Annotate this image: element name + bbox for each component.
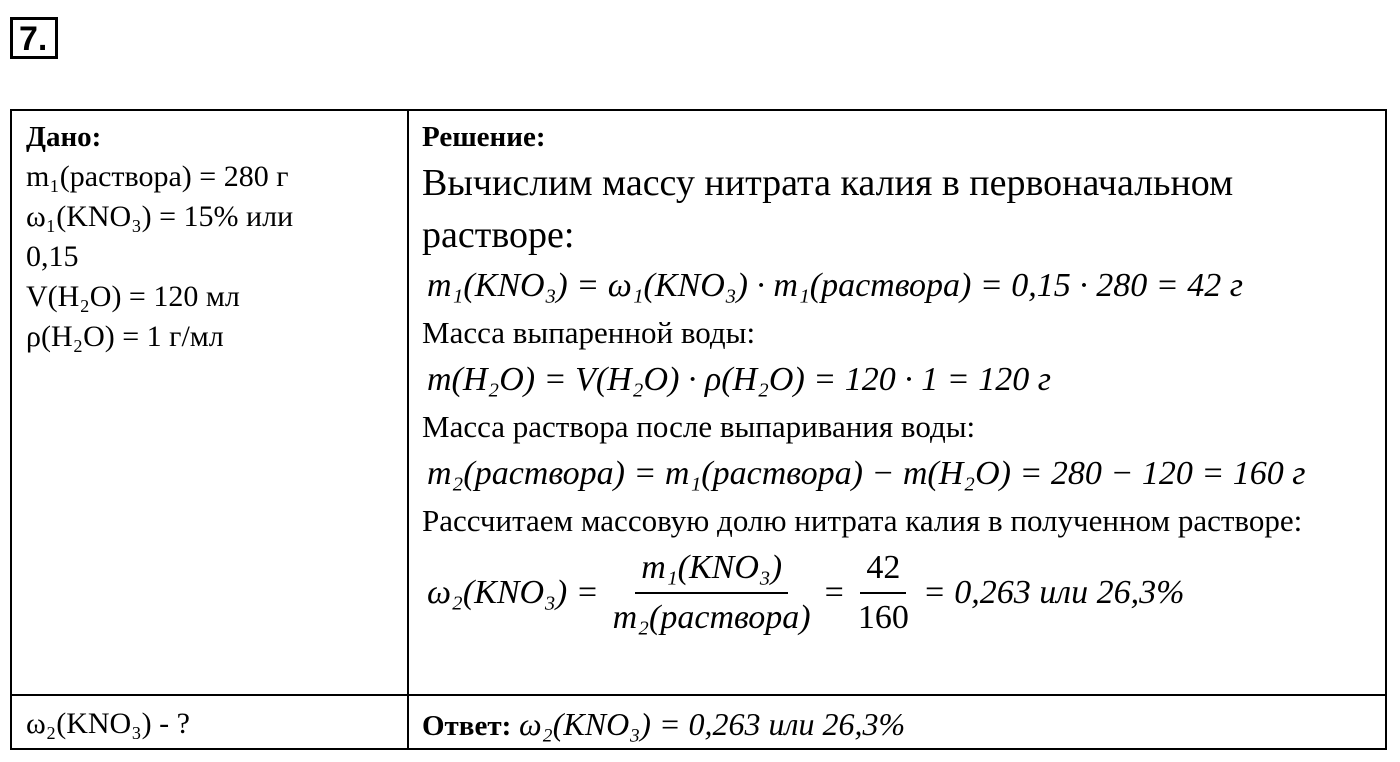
given-line: m₁(раствора) = 280 г — [26, 160, 289, 193]
find-text: ω₂(KNO₃) - ? — [26, 707, 190, 740]
fraction-denominator: m₂(раствора) — [612, 599, 811, 636]
formula-lhs: ω₂(KNO₃) = — [427, 574, 599, 611]
given-header: Дано: — [26, 121, 102, 153]
solution-cell — [408, 110, 1386, 695]
fraction-numerator: m₁(KNO₃) — [635, 546, 788, 594]
given-line: V(H₂O) = 120 мл — [26, 280, 240, 313]
fraction-formula: ω₂(KNO₃) = $\frac{\text{m₁(KNO₃)}}{\text{m₂(раствора)}}$ = $\frac{42}{160}$ = 0,263 или 26,3% — [422, 543, 1385, 643]
fraction — [852, 546, 915, 640]
answer-formula: ω₂(KNO₃) = 0,263 или 26,3% — [519, 706, 906, 742]
step-text: Рассчитаем массовую долю нитрата калия в полученном растворе: — [422, 503, 1303, 538]
formula-result: = 0,263 или 26,3% — [922, 574, 1185, 611]
step-text: Масса раствора после выпаривания воды: — [422, 409, 976, 444]
given-line: ρ(H₂O) = 1 г/мл — [26, 320, 224, 353]
formula: m(H₂O) = V(H₂O) · ρ(H₂O) = 120 · 1 = 120 г — [427, 361, 1051, 398]
task-number: 7. — [10, 17, 58, 59]
formula: m₁(KNO₃) = ω₁(KNO₃) · m₁(раствора) = 0,15 · 280 = 42 г — [427, 267, 1244, 304]
fraction-denominator: 160 — [857, 599, 909, 636]
step-text: Вычислим массу нитрата калия в первоначальном растворе: — [422, 162, 1234, 256]
find-cell — [11, 695, 408, 749]
solution-header: Решение: — [422, 121, 546, 153]
answer-cell — [408, 695, 1386, 749]
given-line: ω₁(KNO₃) = 15% или — [26, 200, 294, 233]
fraction — [607, 546, 817, 640]
given-line: 0,15 — [26, 240, 79, 273]
given-cell — [11, 110, 408, 695]
step-text: Масса выпаренной воды: — [422, 315, 756, 350]
answer-header: Ответ: — [422, 710, 512, 742]
formula: m₂(раствора) = m₁(раствора) − m(H₂O) = 280 − 120 = 160 г — [427, 455, 1306, 492]
fraction-numerator: 42 — [860, 546, 906, 594]
task-table — [10, 109, 1387, 750]
